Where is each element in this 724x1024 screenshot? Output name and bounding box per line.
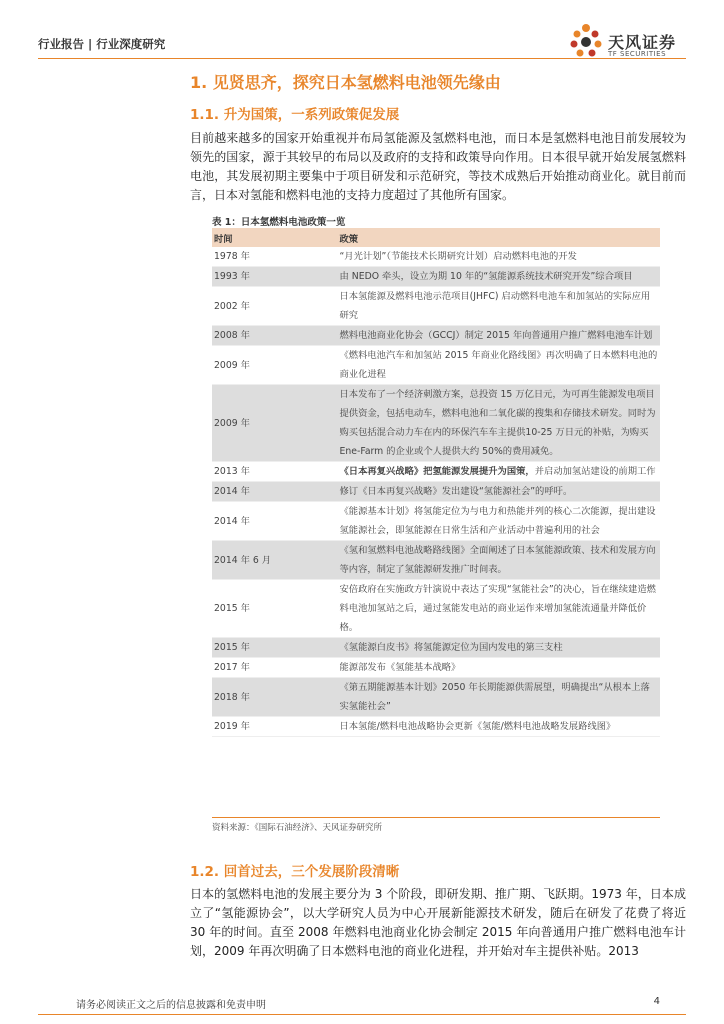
logo-mark-icon	[568, 22, 604, 62]
footer-divider	[38, 1014, 686, 1015]
logo-name-cn: 天风证券	[608, 33, 677, 52]
table-row: 1978 年 “月光计划”（节能技术长期研究计划）启动燃料电池的开发	[212, 247, 660, 267]
table-row: 2014 年 修订《日本再复兴战略》发出建设“氢能源社会”的呼吁。	[212, 482, 660, 502]
table-header-time: 时间	[212, 228, 333, 247]
table-row: 2017 年 能源部发布《氢能基本战略》	[212, 658, 660, 678]
page-number: 4	[653, 996, 660, 1007]
table-row: 2018 年 《第五期能源基本计划》2050 年长期能源供需展望，明确提出“从根本上落实氢能社会”	[212, 678, 660, 717]
table-title: 表 1：日本氢燃料电池政策一览	[212, 217, 346, 228]
section-1-1-paragraph: 目前越来越多的国家开始重视并布局氢能源及氢燃料电池，而日本是氢燃料电池目前发展较为领先的国家，源于其较早的布局以及政府的支持和政策导向作用。日本很早就开始发展氢燃料电池，其发展初期主要集中于项目研发和示范研究，等技术成熟后开始推动商业化。就目前而言，日本对氢能和燃料电池的支持力度超过了其他所有国家。	[190, 131, 686, 202]
policy-bold-text: 《日本再复兴战略》把氢能源发展提升为国策，	[339, 466, 535, 477]
section-1-1-title: 1.1. 升为国策，一系列政策促发展	[190, 107, 400, 123]
section-1-2-title: 1.2. 回首过去，三个发展阶段清晰	[190, 864, 400, 880]
table-header-row	[212, 228, 660, 247]
company-logo	[568, 22, 698, 66]
policy-table	[212, 228, 660, 737]
section-1-2-paragraph: 日本的氢燃料电池的发展主要分为 3 个阶段，即研发期、推广期、飞跃期。1973 年，日本成立了“氢能源协会”，以大学研究人员为中心开展新能源技术研发，随后在研发了花费了将近 30 年的时间。直至 2008 年燃料电池商业化协会制定 2015 年向普通用户推广燃料电池车计划，2009 年再次明确了日本燃料电池的商业化进程，并开始对车主提供补贴。2013	[190, 887, 686, 958]
table-bottom-rule	[212, 817, 660, 818]
logo-name-en: TF SECURITIES	[608, 50, 667, 58]
table-header-policy: 政策	[333, 228, 660, 247]
table-row: 2015 年 安倍政府在实施政方针演说中表达了实现“氢能社会”的决心，旨在继续建造燃料电池加氢站之后，通过氢能发电站的商业运作来增加氢能流通量并降低价格。	[212, 580, 660, 638]
table-row: 2013 年 《日本再复兴战略》把氢能源发展提升为国策，并启动加氢站建设的前期工作	[212, 462, 660, 482]
table-row: 2009 年 日本发布了一个经济刺激方案，总投资 15 万亿日元，为可再生能源发电项目提供资金，包括电动车，燃料电池和二氧化碳的搜集和存储技术研发。同时为购买包括混合动力车在内的环保汽车车主提供10-25 万日元的补贴，为购买 Ene-Farm 的企业或个人提供大约 50%的费用减免。	[212, 385, 660, 462]
footer-disclaimer: 请务必阅读正文之后的信息披露和免责申明	[76, 1000, 266, 1011]
table-row: 2008 年 燃料电池商业化协会（GCCJ）制定 2015 年向普通用户推广燃料电池车计划	[212, 326, 660, 346]
table-row: 2015 年 《氢能源白皮书》将氢能源定位为国内发电的第三支柱	[212, 638, 660, 658]
section-1-title: 1. 见贤思齐，探究日本氢燃料电池领先缘由	[190, 73, 501, 92]
table-row: 2002 年 日本氢能源及燃料电池示范项目(JHFC) 启动燃料电池车和加氢站的实际应用研究	[212, 287, 660, 326]
header-divider	[38, 58, 686, 59]
table-row: 2014 年 《能源基本计划》将氢能定位为与电力和热能并列的核心二次能源，提出建设氢能源社会，即氢能源在日常生活和产业活动中普遍利用的社会	[212, 502, 660, 541]
table-row: 2019 年 日本氢能/燃料电池战略协会更新《氢能/燃料电池战略发展路线图》	[212, 717, 660, 737]
header-left: 行业报告 | 行业深度研究	[38, 37, 166, 51]
table-row: 2014 年 6 月 《氢和氢燃料电池战略路线图》全面阐述了日本氢能源政策、技术和发展方向等内容，制定了氢能源研发推广时间表。	[212, 541, 660, 580]
table-row: 2009 年 《燃料电池汽车和加氢站 2015 年商业化路线图》再次明确了日本燃料电池的商业化进程	[212, 346, 660, 385]
table-row: 1993 年 由 NEDO 牵头，设立为期 10 年的“氢能源系统技术研究开发”综合项目	[212, 267, 660, 287]
table-source: 资料来源：《国际石油经济》、天风证券研究所	[212, 823, 383, 833]
